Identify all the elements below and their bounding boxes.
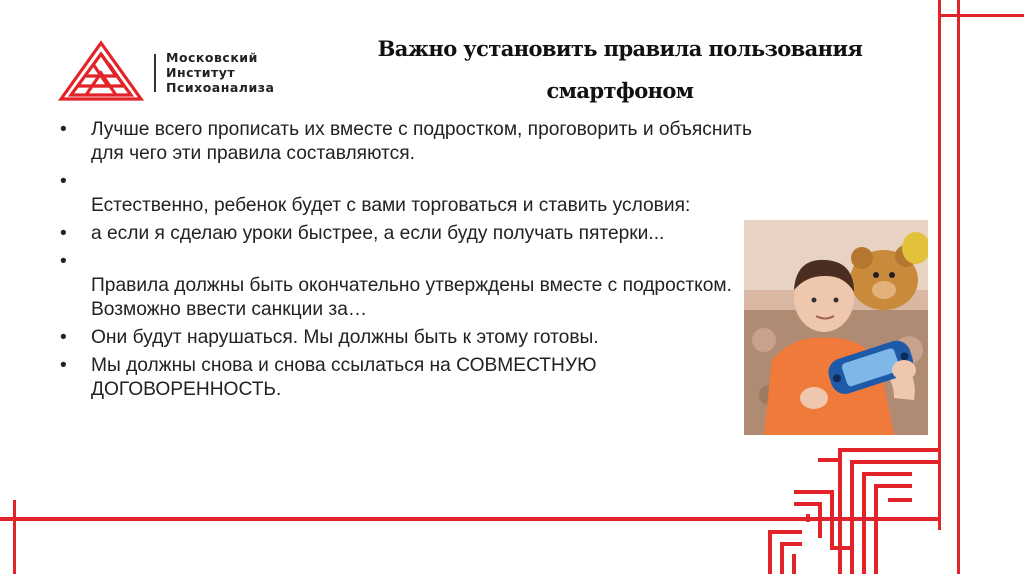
slide-title: [340, 28, 900, 112]
photo-boy-with-gamepad: [744, 220, 928, 435]
triangle-knot-icon: [58, 40, 144, 102]
frame-line-right-outer: [957, 0, 960, 574]
logo-line-1: Московский: [166, 50, 258, 65]
logo-line-3: Психоанализа: [166, 80, 275, 95]
slide-title-line-2: смартфоном: [546, 78, 694, 103]
logo-separator: [154, 54, 156, 92]
bullet-item-empty: [58, 170, 758, 194]
bullet-item-continuation: Естественно, ребенок будет с вами торговаться и ставить условия:: [91, 195, 691, 216]
frame-line-top: [938, 14, 1024, 17]
slide-title-line-1: Важно установить правила пользования: [377, 36, 863, 61]
bullet-item: • Они будут нарушаться. Мы должны быть к этому готовы.: [58, 326, 758, 350]
frame-line-bottom-left-vertical: [13, 500, 16, 574]
bullet-item: • а если я сделаю уроки быстрее, а если буду получать пятерки...: [58, 222, 758, 246]
bullet-item-continuation: Правила должны быть окончательно утверждены вместе с подростком. Возможно ввести санкции за…: [91, 275, 732, 320]
logo-text: [166, 50, 274, 95]
bullet-item: • Лучше всего прописать их вместе с подростком, проговорить и объяснить для чего эти правила составляются.: [58, 118, 758, 166]
bullet-item: • Мы должны снова и снова ссылаться на СОВМЕСТНУЮ ДОГОВОРЕННОСТЬ.: [58, 354, 758, 402]
bullet-item-empty: [58, 250, 758, 274]
bullet-list: [58, 118, 758, 406]
logo-line-2: Институт: [166, 65, 236, 80]
decorative-ornament: [760, 440, 940, 574]
institute-logo: [58, 40, 328, 104]
